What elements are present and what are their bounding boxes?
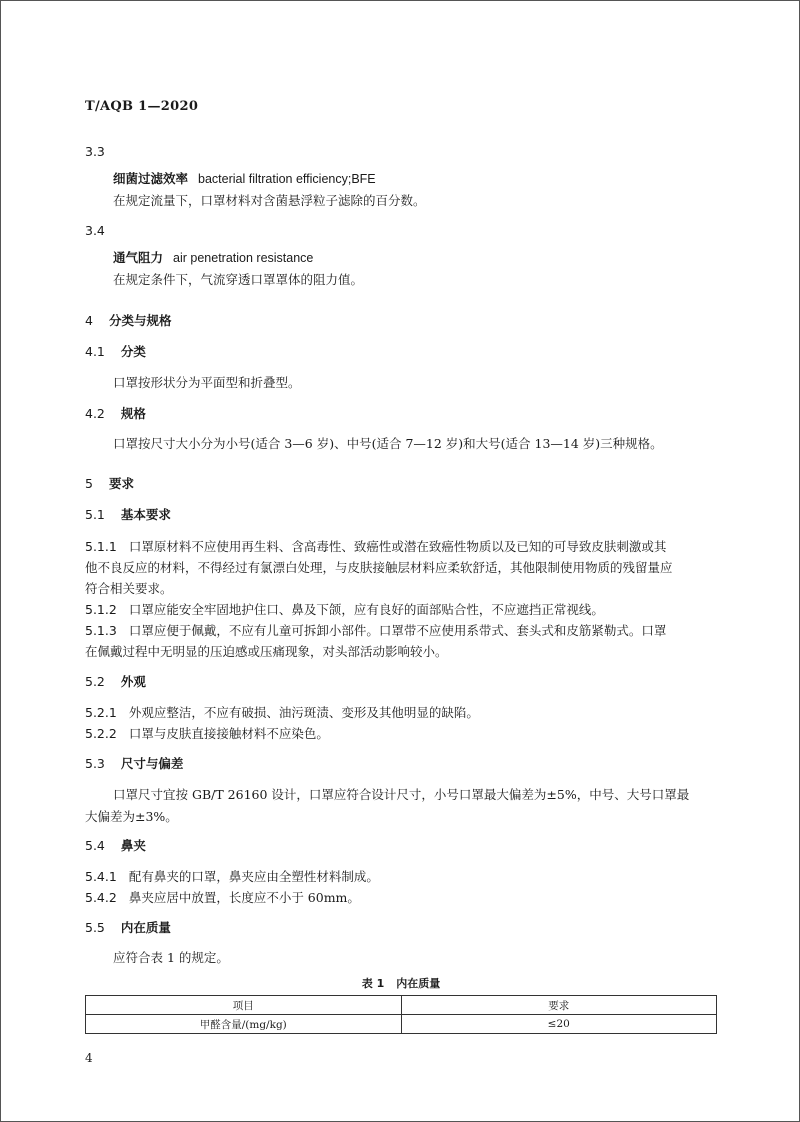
term-chinese: 细菌过滤效率 [113,171,189,186]
section-title: 规格 [120,406,146,421]
clause-5-1-1-line-3: 符合相关要求。 [85,581,173,596]
clause-number: 5.4.2 [85,890,117,905]
section-5-2-heading [85,672,146,690]
term-definition: 在规定流量下，口罩材料对含菌悬浮粒子滤除的百分数。 [113,193,426,208]
clause-5-1-3-line-2: 在佩戴过程中无明显的压迫感或压痛现象，对头部活动影响较小。 [85,644,448,659]
quality-table [85,995,717,1034]
section-number: 5.1 [85,507,105,522]
clause-5-1-2 [85,600,604,618]
section-5-1-heading [85,505,171,523]
section-title: 要求 [108,476,134,491]
section-title: 鼻夹 [120,838,146,853]
section-title: 外观 [120,674,146,689]
table-header-cell: 项目 [86,996,402,1015]
clause-text: 配有鼻夹的口罩，鼻夹应由全塑性材料制成。 [128,869,379,884]
clause-5-2-1 [85,703,479,721]
table-title: 内在质量 [396,977,441,990]
table-header-cell: 要求 [401,996,717,1015]
section-title: 基本要求 [120,507,171,522]
term-definition: 在规定条件下，气流穿透口罩罩体的阻力值。 [113,272,364,287]
clause-number: 5.2.1 [85,705,117,720]
section-5-3-heading [85,754,183,772]
section-number: 4 [85,313,93,328]
section-5-3-line-1: 口罩尺寸宜按 GB/T 26160 设计，口罩应符合设计尺寸，小号口罩最大偏差为±5%，中号、大号口罩最 [113,787,690,802]
clause-text: 口罩原材料不应使用再生料、含高毒性、致癌性或潜在致癌性物质以及已知的可导致皮肤刺激或其 [128,539,667,554]
clause-text: 口罩与皮肤直接接触材料不应染色。 [128,726,329,741]
clause-number: 5.1.2 [85,602,117,617]
section-title: 分类 [120,344,146,359]
section-number: 4.2 [85,406,105,421]
section-4-heading [85,311,171,329]
table-cell: ≤20 [401,1015,717,1034]
section-number: 5.5 [85,920,105,935]
term-english: bacterial filtration efficiency;BFE [198,172,376,186]
section-4-1-heading [85,342,146,360]
clause-text: 鼻夹应居中放置，长度应不小于 60mm。 [128,890,360,905]
section-number: 5.2 [85,674,105,689]
section-number: 5.4 [85,838,105,853]
clause-5-4-2 [85,888,360,906]
clause-number: 5.4.1 [85,869,117,884]
section-5-4-heading [85,836,146,854]
section-4-2-text: 口罩按尺寸大小分为小号(适合 3—6 岁)、中号(适合 7—12 岁)和大号(适合 13—14 岁)三种规格。 [113,436,663,451]
term-english: air penetration resistance [173,251,314,265]
clause-number-3-3: 3.3 [85,144,105,159]
section-5-5-heading [85,918,171,936]
term-3-3 [113,169,376,187]
clause-number: 5.2.2 [85,726,117,741]
term-chinese: 通气阻力 [113,250,164,265]
clause-text: 口罩应便于佩戴，不应有儿童可拆卸小部件。口罩带不应使用系带式、套头式和皮筋紧勒式。口罩 [128,623,667,638]
section-number: 5 [85,476,93,491]
section-5-3-line-2: 大偏差为±3%。 [85,809,178,824]
table-header-row [86,996,717,1015]
clause-number-3-4: 3.4 [85,223,105,238]
section-number: 4.1 [85,344,105,359]
clause-5-1-1-line-2: 他不良反应的材料，不得经过有氯漂白处理，与皮肤接触层材料应柔软舒适，其他限制使用物质的残留量应 [85,560,673,575]
standard-code-header: T/AQB 1—2020 [85,99,199,114]
clause-5-2-2 [85,724,329,742]
section-title: 内在质量 [120,920,171,935]
section-title: 分类与规格 [108,313,172,328]
table-number: 表 1 [361,977,385,990]
section-5-heading [85,474,134,492]
section-title: 尺寸与偏差 [120,756,184,771]
clause-5-1-3-line-1 [85,621,666,639]
table-caption [1,975,800,991]
clause-5-1-1-line-1 [85,537,666,555]
clause-number: 5.1.3 [85,623,117,638]
table-cell: 甲醛含量/(mg/kg) [86,1015,402,1034]
clause-text: 口罩应能安全牢固地护住口、鼻及下颌，应有良好的面部贴合性，不应遮挡正常视线。 [128,602,604,617]
section-number: 5.3 [85,756,105,771]
term-3-4 [113,248,313,266]
section-4-1-text: 口罩按形状分为平面型和折叠型。 [113,375,301,390]
section-5-5-text: 应符合表 1 的规定。 [113,950,229,965]
page-number: 4 [85,1051,93,1065]
clause-number: 5.1.1 [85,539,117,554]
section-4-2-heading [85,404,146,422]
clause-text: 外观应整洁，不应有破损、油污斑渍、变形及其他明显的缺陷。 [128,705,479,720]
table-row [86,1015,717,1034]
clause-5-4-1 [85,867,379,885]
